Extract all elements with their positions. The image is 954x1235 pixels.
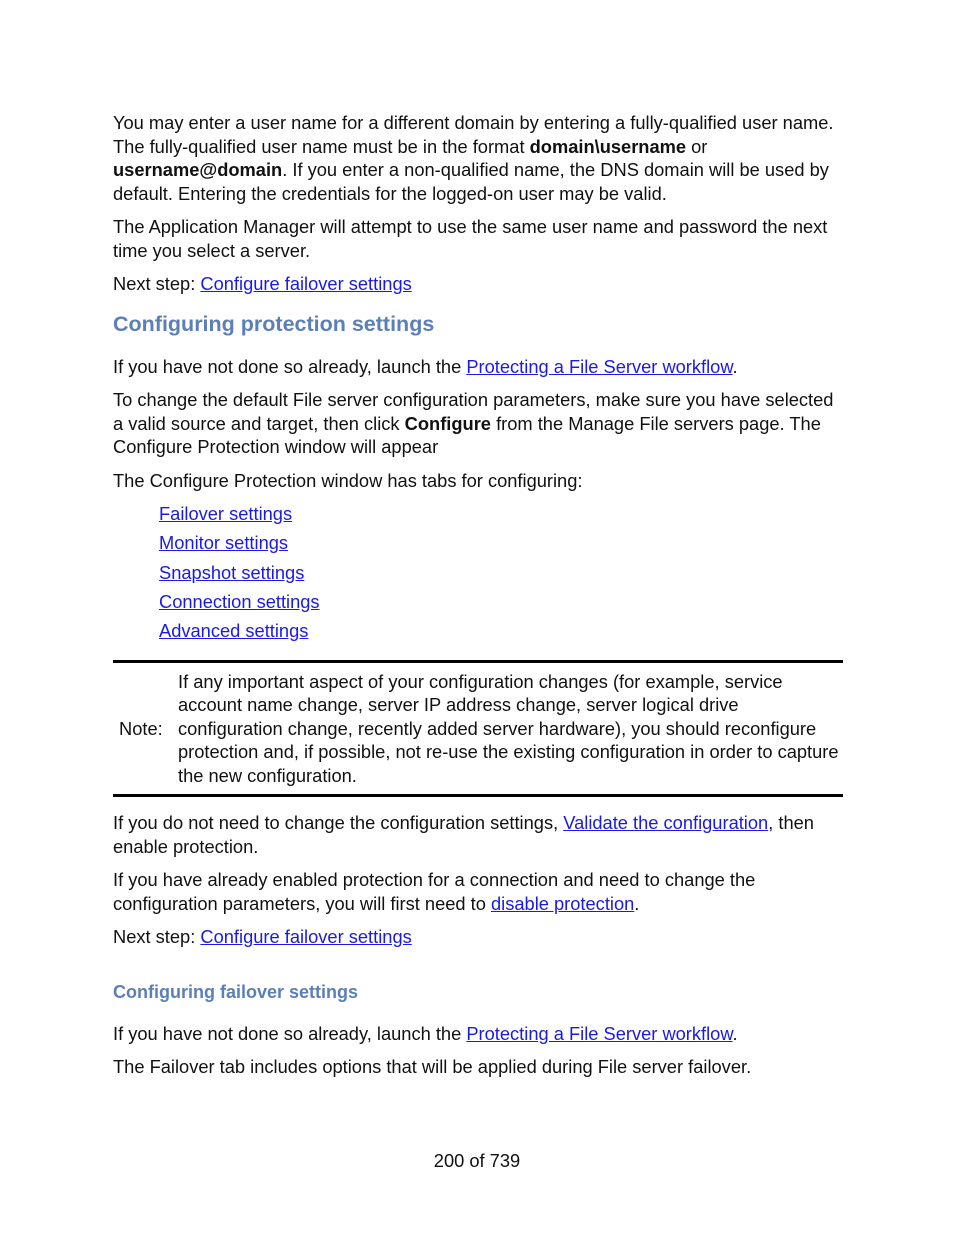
text: If you do not need to change the configuration settings, — [113, 812, 564, 834]
configure-failover-link[interactable]: Configure failover settings — [200, 273, 412, 294]
failover-tab-paragraph: The Failover tab includes options that will be applied during File server failover. — [113, 1056, 752, 1078]
next-step-label: Next step: — [113, 926, 201, 948]
tabs-intro-paragraph: The Configure Protection window has tabs for configuring: — [113, 469, 583, 491]
page-number: 200 of 739 — [433, 1150, 521, 1171]
validate-configuration-link[interactable]: Validate the configuration — [563, 812, 769, 834]
monitor-settings-link[interactable]: Monitor settings — [159, 532, 289, 554]
bold-configure: Configure — [404, 412, 491, 434]
advanced-settings-link[interactable]: Advanced settings — [159, 620, 309, 642]
section-heading-protection: Configuring protection settings — [113, 311, 435, 336]
tabs-list — [159, 502, 843, 643]
credentials-paragraph: The Application Manager will attempt to use the same user name and password the next time you select a server. — [113, 216, 828, 261]
text: . If you enter a non-qualified name, the DNS domain will be used by default. Entering the credentials for the logged-on user may be valid. — [113, 159, 829, 204]
next-step-label: Next step: — [113, 273, 201, 294]
text: You may enter a user name for a different domain by entering a fully-qualified user name. The fully-qualified user name must be in the format — [113, 112, 834, 157]
launch-workflow-paragraph-2 — [113, 1022, 843, 1046]
snapshot-settings-link[interactable]: Snapshot settings — [159, 561, 305, 583]
failover-settings-link[interactable]: Failover settings — [159, 503, 293, 524]
bold-username-domain: username@domain — [113, 159, 283, 180]
validate-paragraph — [113, 811, 843, 858]
text: or — [686, 135, 708, 157]
launch-workflow-paragraph — [113, 355, 843, 379]
list-item — [159, 561, 843, 585]
page-content — [113, 111, 843, 1089]
text: . — [732, 355, 738, 377]
connection-settings-link[interactable]: Connection settings — [159, 590, 320, 612]
text: . — [732, 1022, 738, 1044]
next-step-2 — [113, 925, 843, 949]
next-step-1 — [113, 272, 843, 296]
disable-protection-paragraph — [113, 868, 843, 915]
list-item — [159, 590, 843, 614]
text: If you have not done so already, launch the — [113, 1022, 467, 1044]
note-text: If any important aspect of your configuration changes (for example, service account name change, server IP address change, server logical drive configuration change, recently added server hardware), you should reconfigure protection and, if possible, not re-use the existing configuration in order to capture the new configuration. — [178, 670, 839, 786]
text: from the Manage File servers page. The Configure Protection window will appear — [113, 412, 821, 457]
change-config-paragraph — [113, 388, 843, 459]
configure-failover-link-2[interactable]: Configure failover settings — [200, 926, 412, 948]
text: To change the default File server configuration parameters, make sure you have selected a valid source and target, then click — [113, 389, 834, 434]
list-item — [159, 619, 843, 643]
note-box — [113, 660, 843, 798]
text: If you have already enabled protection for a connection and need to change the configuration parameters, you will first need to — [113, 869, 756, 914]
domain-paragraph — [113, 111, 843, 205]
list-item — [159, 502, 843, 526]
protecting-file-server-link-2[interactable]: Protecting a File Server workflow — [466, 1022, 733, 1044]
text: If you have not done so already, launch the — [113, 355, 467, 377]
disable-protection-link[interactable]: disable protection — [491, 892, 635, 914]
protecting-file-server-link[interactable]: Protecting a File Server workflow — [466, 355, 733, 377]
bold-domain-username: domain\username — [529, 135, 687, 157]
subsection-heading-failover: Configuring failover settings — [113, 981, 359, 1002]
text: . — [634, 892, 640, 914]
note-label: Note: — [119, 717, 163, 739]
text: , then enable protection. — [113, 812, 814, 857]
list-item — [159, 531, 843, 555]
